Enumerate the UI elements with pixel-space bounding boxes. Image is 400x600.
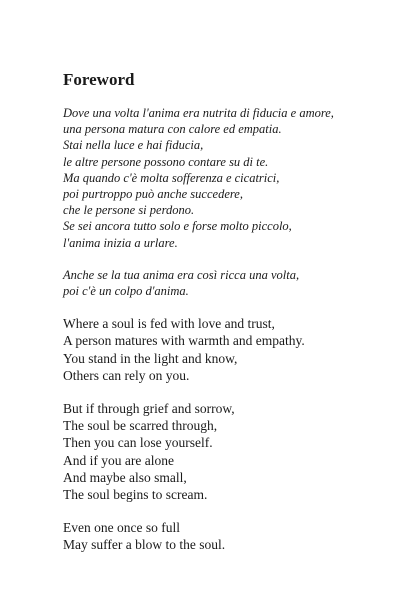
- poem-line: You stand in the light and know,: [63, 350, 238, 366]
- poem-line: le altre persone possono contare su di te.: [63, 154, 269, 169]
- poem-line: l'anima inizia a urlare.: [63, 235, 178, 250]
- poem-line: Se sei ancora tutto solo e forse molto piccolo,: [63, 219, 292, 234]
- poem-line: The soul be scarred through,: [63, 418, 218, 434]
- poem-line: poi c'è un colpo d'anima.: [63, 284, 189, 299]
- foreword-page: [63, 70, 383, 570]
- poem-line: The soul begins to scream.: [63, 487, 208, 503]
- poem-line: And maybe also small,: [63, 469, 187, 485]
- poem-line: Anche se la tua anima era così ricca una volta,: [63, 267, 300, 282]
- poem-line: che le persone si perdono.: [63, 203, 195, 218]
- poem-line: But if through grief and sorrow,: [63, 401, 235, 417]
- poem-line: Dove una volta l'anima era nutrita di fiducia e amore,: [63, 106, 334, 120]
- english-stanza-1: [63, 315, 383, 384]
- italian-stanza-2: [63, 267, 383, 299]
- poem-line: una persona matura con calore ed empatia.: [63, 122, 282, 137]
- page-title: Foreword: [63, 70, 135, 89]
- english-stanza-2: [63, 400, 383, 503]
- poem-line: Stai nella luce e hai fiducia,: [63, 138, 204, 153]
- poem-line: And if you are alone: [63, 452, 174, 468]
- poem-line: Others can rely on you.: [63, 367, 190, 383]
- poem-line: Ma quando c'è molta sofferenza e cicatrici,: [63, 170, 280, 185]
- poem-line: poi purtroppo può anche succedere,: [63, 187, 243, 202]
- italian-stanza-1: [63, 105, 383, 251]
- english-stanza-3: [63, 519, 383, 553]
- poem-line: May suffer a blow to the soul.: [63, 537, 226, 553]
- poem-line: Where a soul is fed with love and trust,: [63, 316, 275, 332]
- poem-line: Even one once so full: [63, 520, 180, 536]
- poem-line: A person matures with warmth and empathy.: [63, 333, 305, 349]
- poem-line: Then you can lose yourself.: [63, 435, 213, 451]
